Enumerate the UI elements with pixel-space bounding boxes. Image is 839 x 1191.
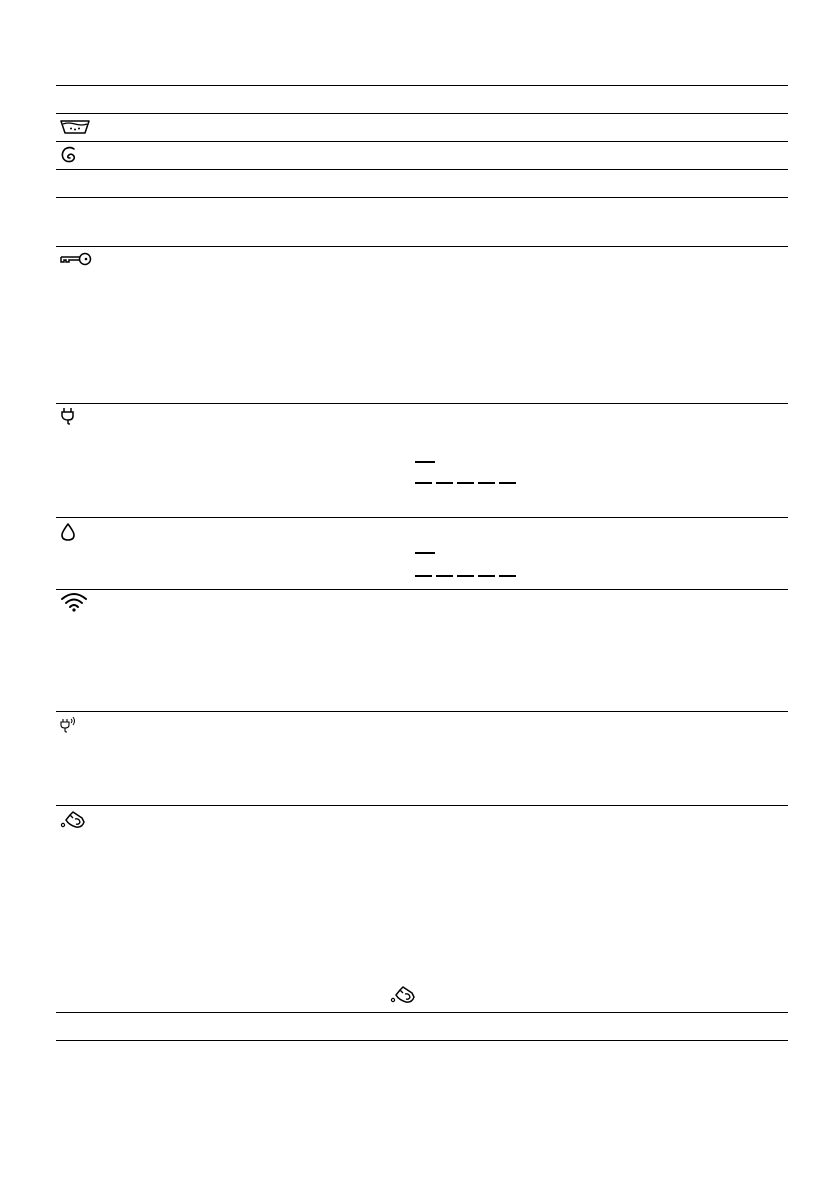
row-divider <box>56 246 788 247</box>
spin-spiral-icon <box>60 146 90 168</box>
segment <box>415 482 432 484</box>
row-divider <box>56 197 788 198</box>
row-divider <box>56 141 788 142</box>
row-divider <box>56 589 788 590</box>
detergent-dosing-icon <box>390 984 420 1006</box>
row-divider <box>56 113 788 114</box>
segment <box>478 575 495 577</box>
row-divider <box>56 711 788 712</box>
water-drop-icon <box>60 522 90 544</box>
table-top-rule <box>56 85 788 86</box>
display-segment <box>415 461 435 463</box>
display-segments <box>415 575 516 577</box>
row-divider <box>56 1012 788 1013</box>
display-segment <box>415 552 435 554</box>
segment <box>478 482 495 484</box>
power-plug-icon <box>60 407 90 429</box>
key-icon <box>60 252 90 274</box>
row-divider <box>56 805 788 806</box>
wifi-icon <box>60 592 90 614</box>
segment <box>499 575 516 577</box>
segment <box>436 575 453 577</box>
segment <box>457 575 474 577</box>
segment <box>415 575 432 577</box>
table-bottom-rule <box>56 1040 788 1041</box>
row-divider <box>56 403 788 404</box>
segment <box>499 482 516 484</box>
display-segments <box>415 482 516 484</box>
segment <box>436 482 453 484</box>
remote-start-icon <box>60 715 90 737</box>
row-divider <box>56 169 788 170</box>
row-divider <box>56 517 788 518</box>
segment <box>457 482 474 484</box>
wash-tub-icon <box>60 119 90 141</box>
detergent-dosing-icon <box>60 809 90 831</box>
